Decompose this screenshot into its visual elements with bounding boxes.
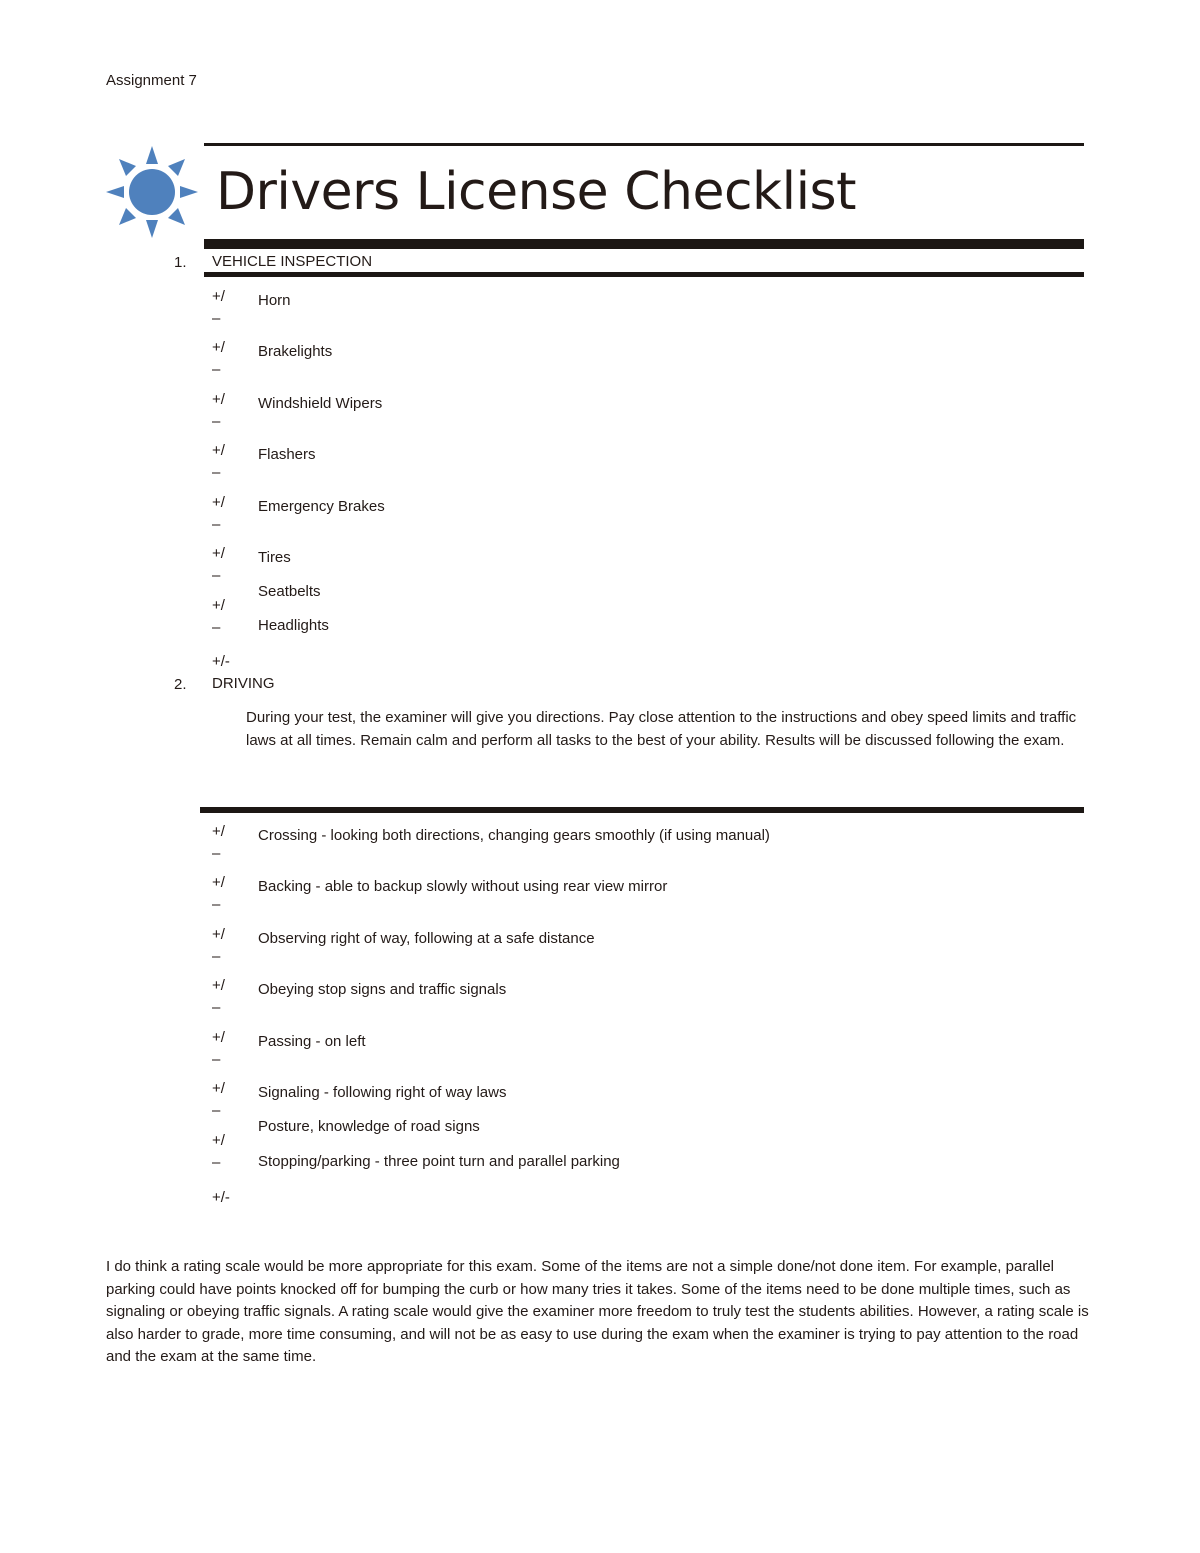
vehicle-rating-mark: – — [212, 567, 221, 584]
vehicle-rating-mark: – — [212, 516, 221, 533]
driving-rating-mark: +/ — [212, 823, 225, 840]
vehicle-rating-mark: +/ — [212, 597, 225, 614]
vehicle-item: Emergency Brakes — [258, 498, 385, 515]
vehicle-rating-mark: – — [212, 361, 221, 378]
driving-rating-mark: +/ — [212, 1029, 225, 1046]
driving-rating-mark: – — [212, 948, 221, 965]
driving-rating-mark: – — [212, 999, 221, 1016]
driving-rating-mark: – — [212, 845, 221, 862]
driving-rating-mark: – — [212, 1102, 221, 1119]
driving-item: Signaling - following right of way laws — [258, 1084, 507, 1101]
section-2-number: 2. — [174, 676, 187, 693]
vehicle-rating-mark: +/ — [212, 442, 225, 459]
vehicle-item: Seatbelts — [258, 583, 321, 600]
vehicle-rating-mark: +/ — [212, 494, 225, 511]
driving-rating-mark: +/ — [212, 1080, 225, 1097]
vehicle-item: Horn — [258, 292, 291, 309]
title-rule-top — [204, 143, 1084, 146]
vehicle-item: Flashers — [258, 446, 316, 463]
title-rule-bottom — [204, 239, 1084, 249]
vehicle-item: Tires — [258, 549, 291, 566]
conclusion-paragraph: I do think a rating scale would be more appropriate for this exam. Some of the items are not a simple done/not done item. For example, parallel parking could have points knocked off for bumping the curb or how many tries it takes. Some of the items need to be done multiple times, such as signaling or obeying traffic signals. A rating scale would give the examiner more freedom to truly test the students abilities. However, a rating scale is also harder to grade, more time consuming, and will not be as easy to use during the exam when the examiner is trying to pay attention to the road and the exam at the same time. — [106, 1258, 1089, 1365]
vehicle-rating-mark: +/ — [212, 391, 225, 408]
vehicle-rating-mark: – — [212, 310, 221, 327]
vehicle-rating-mark: +/ — [212, 545, 225, 562]
driving-rating-mark: – — [212, 896, 221, 913]
page-header: Assignment 7 — [106, 72, 197, 89]
page-title: Drivers License Checklist — [216, 162, 857, 222]
driving-rating-mark: – — [212, 1154, 221, 1171]
driving-item: Obeying stop signs and traffic signals — [258, 981, 507, 998]
sun-icon — [104, 144, 200, 240]
driving-rating-mark: +/ — [212, 1132, 225, 1149]
driving-item: Crossing - looking both directions, changing gears smoothly (if using manual) — [258, 827, 770, 844]
vehicle-rating-mark: – — [212, 413, 221, 430]
section-1-heading: VEHICLE INSPECTION — [212, 253, 373, 270]
driving-rating-mark: – — [212, 1051, 221, 1068]
section-1-number: 1. — [174, 254, 187, 271]
vehicle-rating-mark: – — [212, 464, 221, 481]
driving-item: Backing - able to backup slowly without using rear view mirror — [258, 878, 668, 895]
driving-rating-mark: +/ — [212, 977, 225, 994]
section-2-heading: DRIVING — [212, 675, 275, 692]
section-2-rule — [200, 807, 1084, 813]
driving-rating-mark: +/ — [212, 926, 225, 943]
vehicle-rating-mark: +/- — [212, 653, 230, 670]
driving-item: Posture, knowledge of road signs — [258, 1118, 480, 1135]
driving-intro: During your test, the examiner will give you directions. Pay close attention to the instructions and obey speed limits and traffic laws at all times. Remain calm and perform all tasks to the best of your ability. Results will be discussed following the exam. — [246, 709, 1077, 749]
driving-item: Passing - on left — [258, 1033, 366, 1050]
driving-item: Observing right of way, following at a safe distance — [258, 930, 595, 947]
vehicle-item: Brakelights — [258, 343, 333, 360]
vehicle-item: Headlights — [258, 617, 329, 634]
driving-rating-mark: +/- — [212, 1189, 230, 1206]
vehicle-item: Windshield Wipers — [258, 395, 383, 412]
driving-item: Stopping/parking - three point turn and parallel parking — [258, 1153, 620, 1170]
vehicle-rating-mark: +/ — [212, 339, 225, 356]
vehicle-rating-mark: – — [212, 619, 221, 636]
vehicle-rating-mark: +/ — [212, 288, 225, 305]
section-1-rule — [204, 272, 1084, 277]
driving-rating-mark: +/ — [212, 874, 225, 891]
